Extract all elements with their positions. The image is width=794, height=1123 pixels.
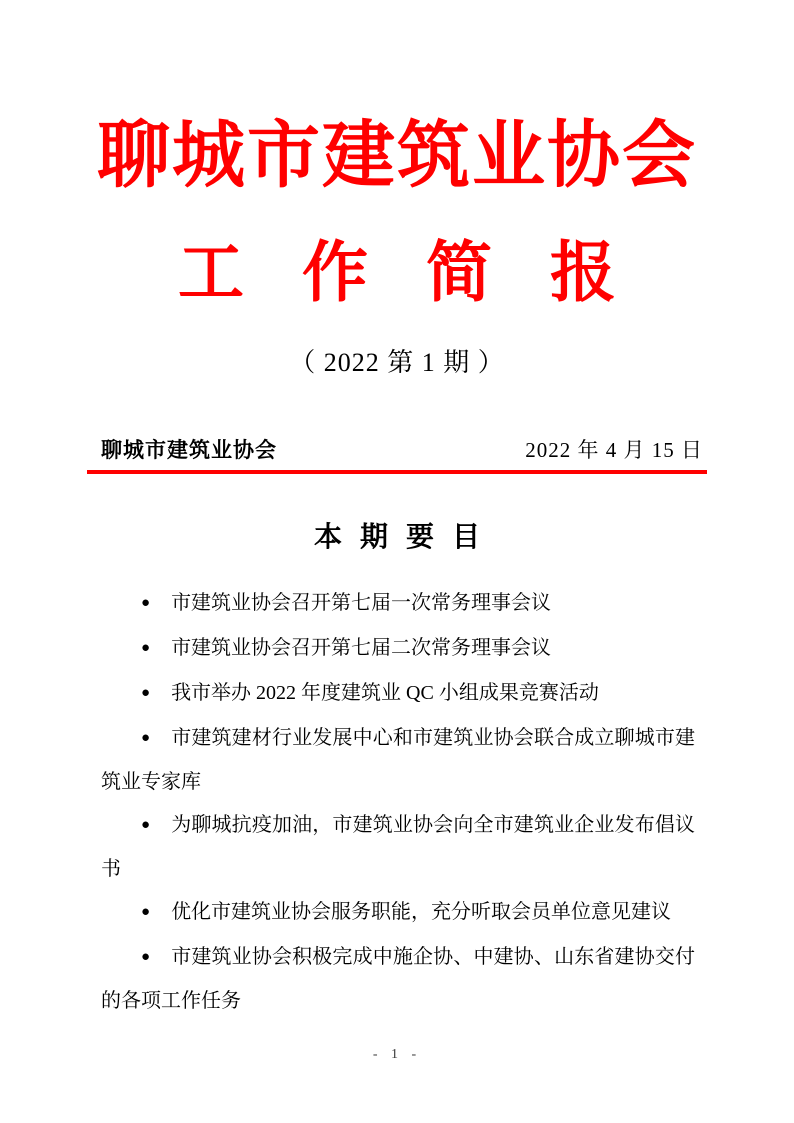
publish-date: 2022 年 4 月 15 日 bbox=[525, 438, 703, 462]
publisher-row bbox=[87, 434, 707, 464]
toc-item-text: 为聊城抗疫加油，市建筑业协会向全市建筑业企业发布倡议书 bbox=[101, 814, 696, 880]
toc-item-text: 市建筑建材行业发展中心和市建筑业协会联合成立聊城市建筑业专家库 bbox=[101, 727, 696, 793]
toc-item bbox=[101, 582, 695, 626]
toc-list bbox=[101, 582, 695, 1022]
toc-item bbox=[101, 627, 695, 671]
bullet-icon: ● bbox=[141, 730, 151, 746]
toc-item bbox=[101, 891, 695, 935]
document-title-line1: 聊城市建筑业协会 bbox=[97, 115, 697, 196]
publisher-name: 聊城市建筑业协会 bbox=[101, 438, 277, 462]
toc-item-text: 市建筑业协会召开第七届一次常务理事会议 bbox=[171, 592, 552, 614]
toc-heading: 本期要目 bbox=[313, 521, 498, 552]
toc-item bbox=[101, 936, 695, 1022]
red-divider-rule bbox=[87, 470, 707, 474]
toc-item bbox=[101, 672, 695, 716]
bullet-icon: ● bbox=[141, 685, 151, 701]
bullet-icon: ● bbox=[141, 640, 151, 656]
document-title-line2: 工作简报 bbox=[178, 237, 674, 310]
bullet-icon: ● bbox=[141, 904, 151, 920]
toc-item-text: 优化市建筑业协会服务职能，充分听取会员单位意见建议 bbox=[171, 901, 672, 923]
toc-item-text: 我市举办 2022 年度建筑业 QC 小组成果竞赛活动 bbox=[171, 682, 599, 704]
page-number: - 1 - bbox=[372, 1047, 422, 1062]
bullet-icon: ● bbox=[141, 595, 151, 611]
toc-item bbox=[101, 804, 695, 890]
toc-item-text: 市建筑业协会召开第七届二次常务理事会议 bbox=[171, 637, 552, 659]
issue-number: （ 2022 第 1 期 ） bbox=[289, 348, 505, 377]
bullet-icon: ● bbox=[141, 949, 151, 965]
bullet-icon: ● bbox=[141, 817, 151, 833]
toc-item bbox=[101, 717, 695, 803]
toc-item-text: 市建筑业协会积极完成中施企协、中建协、山东省建协交付的各项工作任务 bbox=[101, 946, 696, 1012]
